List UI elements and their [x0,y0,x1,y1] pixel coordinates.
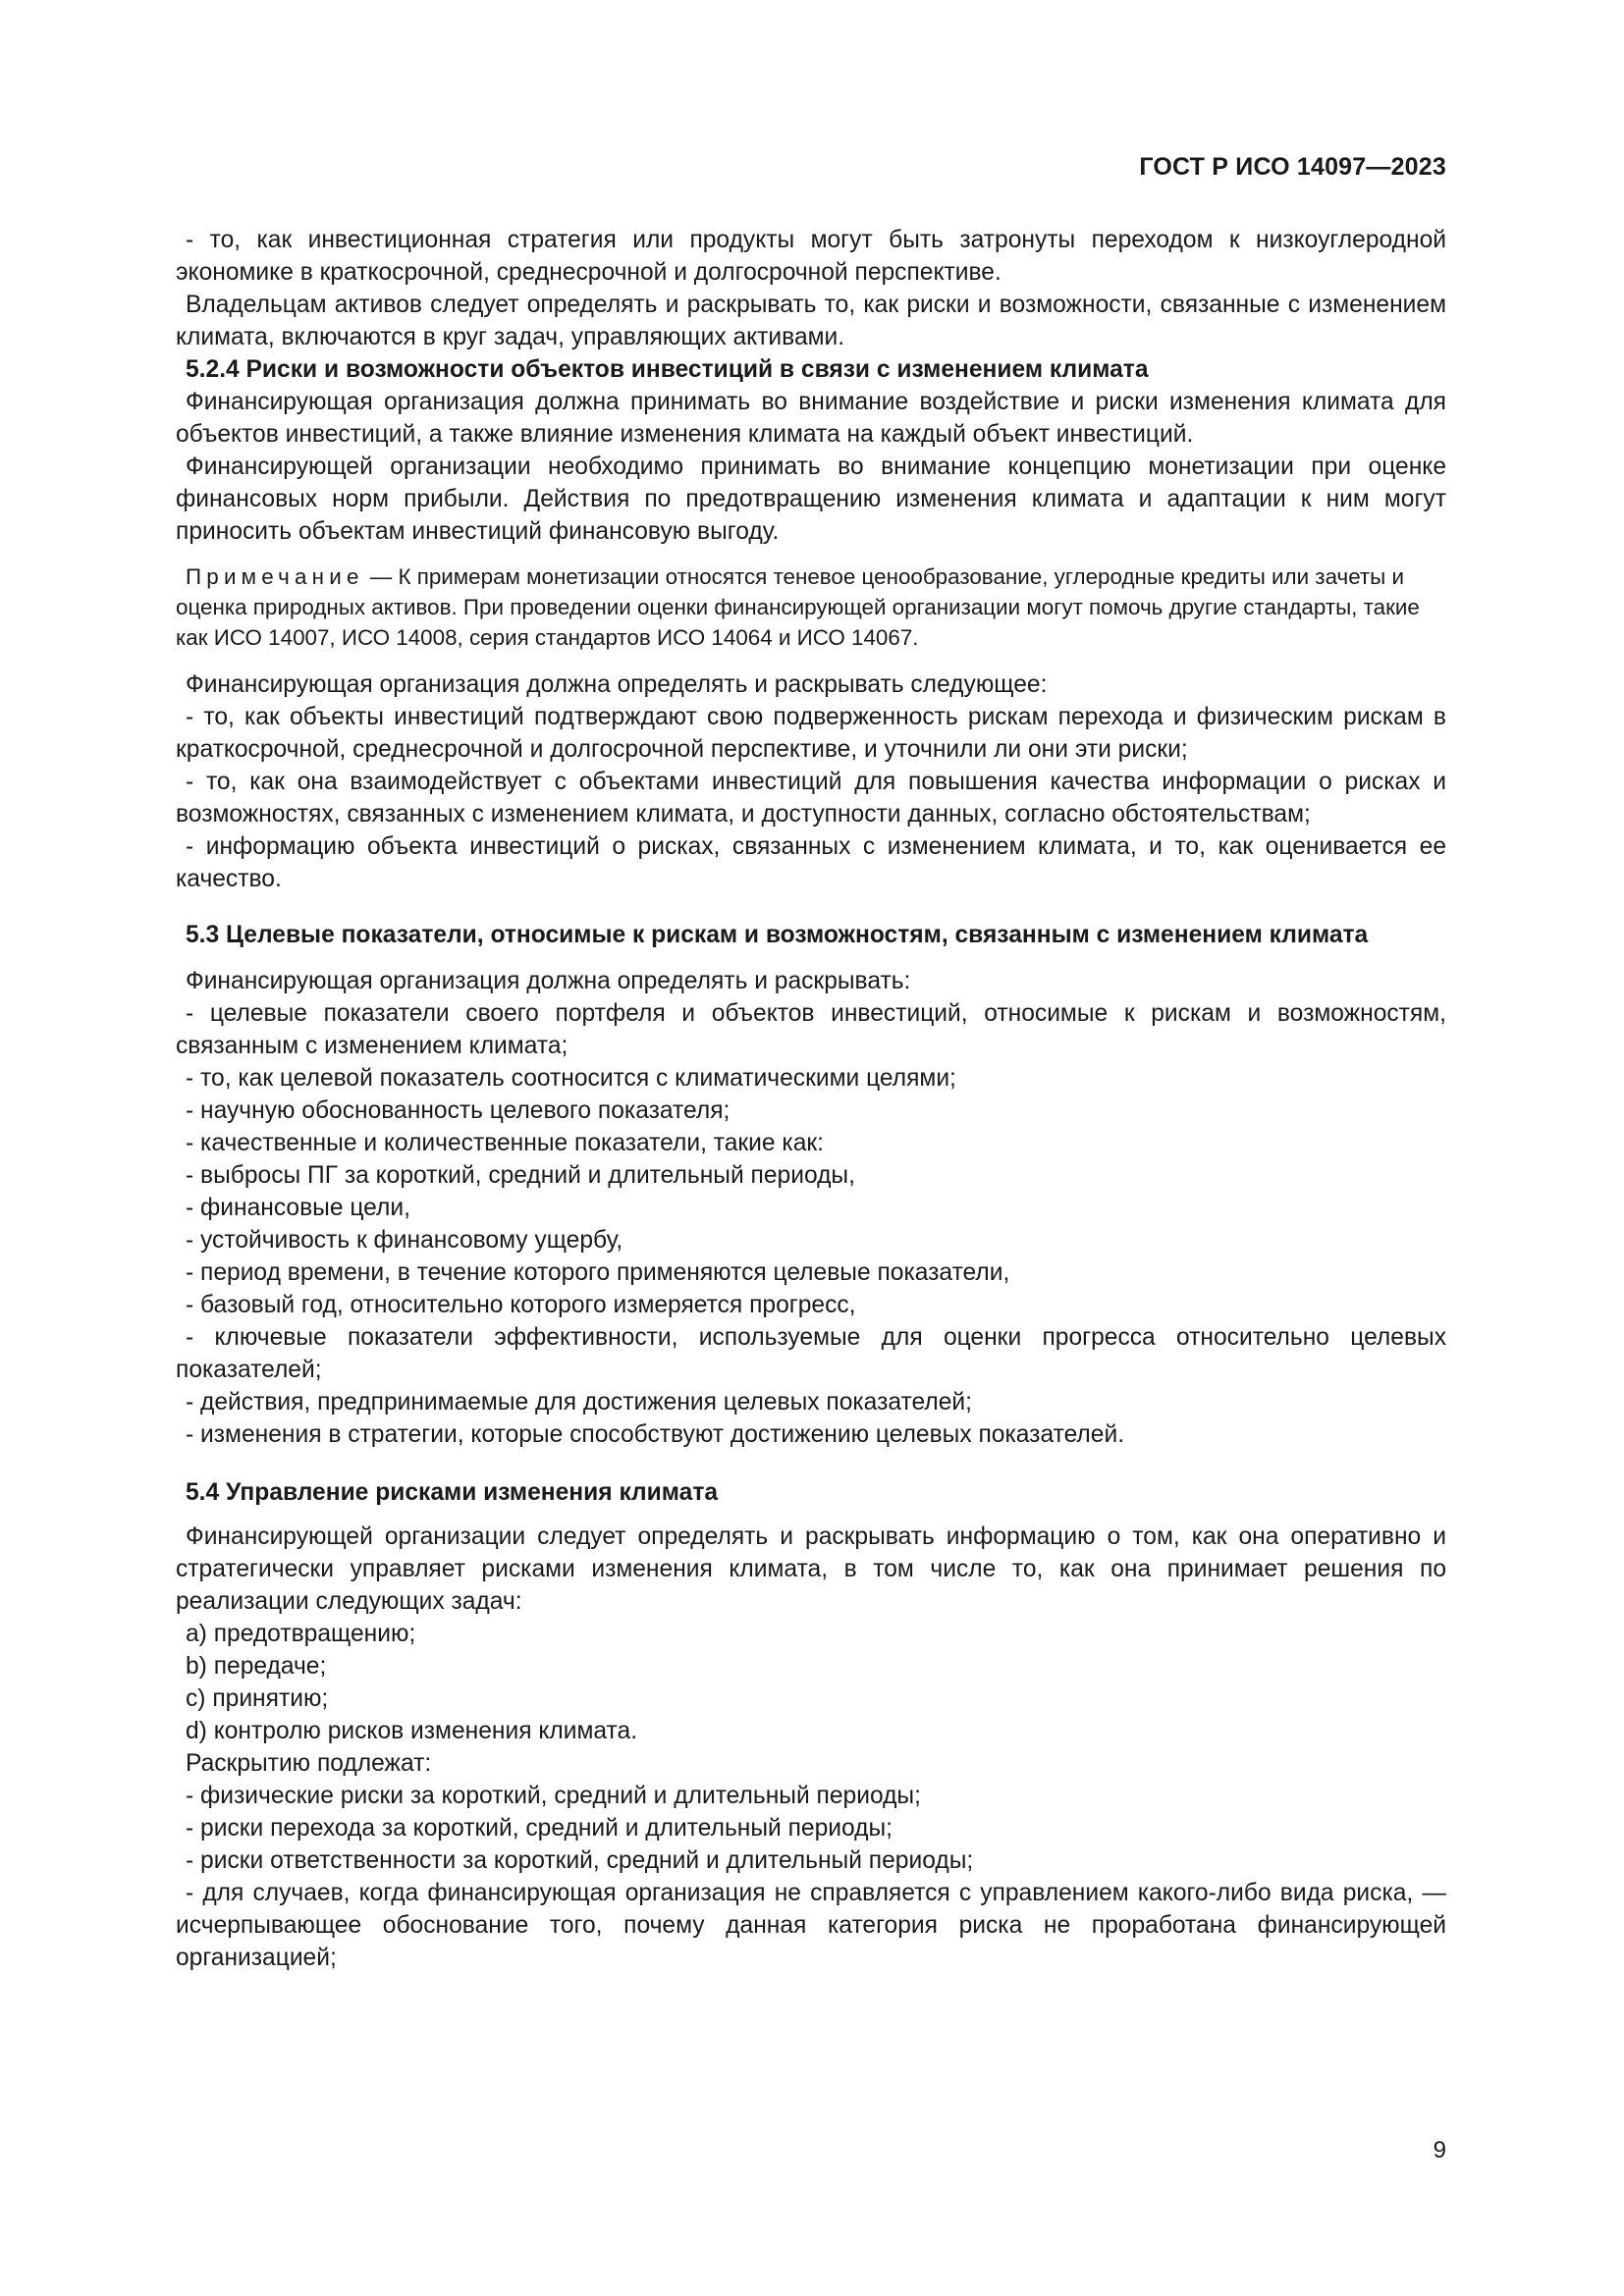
list-item: - изменения в стратегии, которые способствуют достижению целевых показателей. [186,1421,1125,1448]
section-heading-5-4: 5.4 Управление рисками изменения климата [186,1479,719,1506]
list-item: - качественные и количественные показатели, такие как: [186,1130,824,1156]
list-item: - для случаев, когда финансирующая организация не справляется с управлением какого-либо вида риска, — исчерпывающее обоснование того, почему данная категория риска не проработана финансирующей организацией; [176,1880,1446,1971]
paragraph: Владельцам активов следует определять и раскрывать то, как риски и возможности, связанные с изменением климата, включаются в круг задач, управляющих активами. [176,292,1446,350]
list-item: - то, как она взаимодействует с объектами инвестиций для повышения качества информации о рисках и возможностях, связанных с изменением климата, и доступности данных, согласно обстоятельствам; [176,769,1446,828]
list-item: c) принятию; [186,1685,329,1712]
section-heading-5-2-4: 5.2.4 Риски и возможности объектов инвестиций в связи с изменением климата [186,356,1149,383]
list-item: - ключевые показатели эффективности, используемые для оценки прогресса относительно целевых показателей; [176,1324,1446,1383]
document-page [176,0,1446,2296]
list-item: - период времени, в течение которого применяются целевые показатели, [186,1259,1010,1286]
paragraph: Финансирующая организация должна определять и раскрывать: [186,968,911,994]
paragraph: Раскрытию подлежат: [186,1750,432,1777]
paragraph: - то, как инвестиционная стратегия или продукты могут быть затронуты переходом к низкоуглеродной экономике в краткосрочной, среднесрочной и долгосрочной перспективе. [176,227,1446,286]
list-item: d) контролю рисков изменения климата. [186,1718,638,1744]
paragraph: Финансирующей организации необходимо принимать во внимание концепцию монетизации при оценке финансовых норм прибыли. Действия по предотвращению изменения климата и адаптации к ним могут приносить объектам инвестиций финансовую выгоду. [176,454,1446,545]
document-id-header: ГОСТ Р ИСО 14097—2023 [1139,153,1446,181]
list-item: - то, как объекты инвестиций подтверждают свою подверженность рискам перехода и физическим рискам в краткосрочной, среднесрочной и долгосрочной перспективе, и уточнили ли они эти риски; [176,704,1446,763]
list-item: - информацию объекта инвестиций о рисках, связанных с изменением климата, и то, как оценивается ее качество. [176,833,1446,892]
list-item: - риски перехода за короткий, средний и длительный периоды; [186,1815,893,1842]
list-item: a) предотвращению; [186,1621,416,1647]
note-block [176,561,1446,653]
paragraph: Финансирующая организация должна определять и раскрывать следующее: [186,671,1048,698]
list-item: - то, как целевой показатель соотносится с климатическими целями; [186,1065,956,1092]
list-item: - действия, предпринимаемые для достижения целевых показателей; [186,1389,972,1415]
list-item: - целевые показатели своего портфеля и объектов инвестиций, относимые к рискам и возможностям, связанным с изменением климата; [176,1000,1446,1059]
list-item: b) передаче; [186,1653,327,1680]
page-number: 9 [1433,2137,1446,2163]
list-item: - научную обоснованность целевого показателя; [186,1097,731,1124]
list-item: - устойчивость к финансовому ущербу, [186,1227,623,1254]
list-item: - финансовые цели, [186,1195,410,1221]
paragraph: Финансирующая организация должна принимать во внимание воздействие и риски изменения климата для объектов инвестиций, а также влияние изменения климата на каждый объект инвестиций. [176,389,1446,448]
note-label: Примечание [186,564,364,589]
note-text: — К примерам монетизации относятся теневое ценообразование, углеродные кредиты или зачеты и оценка природных активов. При проведении оценки финансирующей организации могут помочь другие стандарты, такие как ИСО 14007, ИСО 14008, серия стандартов ИСО 14064 и ИСО 14067. [176,564,1420,650]
list-item: - базовый год, относительно которого измеряется прогресс, [186,1292,856,1318]
paragraph: Финансирующей организации следует определять и раскрывать информацию о том, как она оперативно и стратегически управляет рисками изменения климата, в том числе то, как она принимает решения по реализации следующих задач: [176,1523,1446,1615]
list-item: - выбросы ПГ за короткий, средний и длительный периоды, [186,1162,855,1189]
document-body [176,224,1446,1974]
list-item: - физические риски за короткий, средний и длительный периоды; [186,1783,921,1809]
list-item: - риски ответственности за короткий, средний и длительный периоды; [186,1847,974,1874]
section-heading-5-3: 5.3 Целевые показатели, относимые к рискам и возможностям, связанным с изменением климата [186,922,1369,948]
